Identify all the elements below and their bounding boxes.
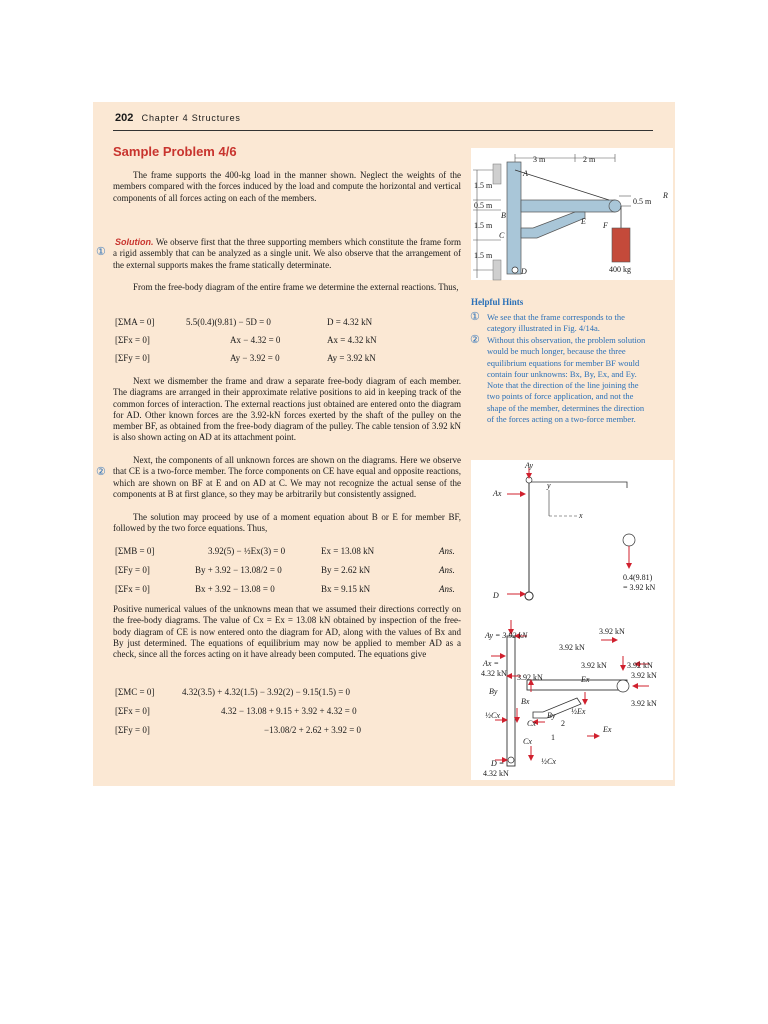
fbd-392-7: 3.92 kN: [517, 673, 543, 682]
eq3-eq-0: 4.32(3.5) + 4.32(1.5) − 3.92(2) − 9.15(1.5) = 0: [182, 687, 351, 697]
eq2-result-0: Ex = 13.08 kN: [321, 546, 375, 556]
fbd-D-val-1: D =: [491, 759, 505, 768]
dim-1-5m-b: 1.5 m: [474, 221, 493, 230]
eq2-ans-2: Ans.: [439, 584, 455, 594]
load-label: 400 kg: [609, 265, 631, 274]
fbd-Ax: Ax: [493, 489, 502, 498]
solution-paragraph-3: Next we dismember the frame and draw a separate free-body diagram of each member. The diagrams are arranged in their approximate relative positions to aid in keeping track of the common forces of interaction. The external reactions just obtained are entered onto the diagram for AD. Other known forces are the 3.92-kN forces exerted by the shaft of the pulley on the member BF, as obtained from the free-body diagram of the pulley. The cable tension of 3.92 kN is also shown acting on AD at its attachment point.: [113, 376, 461, 443]
dim-1-5m-a: 1.5 m: [474, 181, 493, 190]
hint-marker-1: ①: [96, 246, 106, 258]
solution-label: Solution.: [115, 237, 154, 247]
fbd-Ay: Ay: [525, 461, 533, 470]
frame-figure: [471, 148, 673, 280]
fbd-Ax-val-2: 4.32 kN: [481, 669, 507, 678]
solution-paragraph-6: Positive numerical values of the unknowns mean that we assumed their directions correctly on the free-body diagrams. The value of Cx = Ex = 13.08 kN obtained by inspection of the free-body diagram of CE is now entered onto the diagram for AD, along with the values of Bx and By just determined. The equations of equilibrium may now be applied to member AD as a check, since all the forces acting on it have already been computed. The equations give: [113, 604, 461, 660]
textbook-page: [93, 102, 675, 786]
point-B: B: [501, 211, 506, 220]
solution-paragraph-4: Next, the components of all unknown forces are shown on the diagrams. Here we observe that CE is a two-force member. The force components on CE have equal and opposite reactions, which are shown on BF at E and on AD at C. We may not recognize the actual sense of the components at B at first glance, so they may be arbitrarily but consistently assigned.: [113, 455, 461, 499]
fbd-392-4: 3.92 kN: [627, 661, 653, 670]
solution-paragraph-2: From the free-body diagram of the entire frame we determine the external reactions. Thus,: [133, 282, 459, 292]
fbd-Bx-1: Bx: [521, 697, 530, 706]
fbd-Ay-val: Ay = 3.92 kN: [485, 631, 528, 640]
point-R: R: [663, 191, 668, 200]
fbd-Ax-val-1: Ax =: [483, 659, 499, 668]
eq1-label-1: [ΣFx = 0]: [115, 335, 150, 345]
fbd-D-val-2: 4.32 kN: [483, 769, 509, 778]
fbd-weight-2: = 3.92 kN: [623, 583, 656, 592]
fbd-half-Cx-2: ½Cx: [541, 757, 556, 766]
hint-2-marker: ②: [470, 334, 480, 346]
problem-statement: The frame supports the 400-kg load in the manner shown. Neglect the weights of the members compared with the forces induced by the load and compute the horizontal and vertical components of all forces acting on each of the members.: [113, 170, 461, 203]
eq2-eq-1: By + 3.92 − 13.08/2 = 0: [195, 565, 282, 575]
hint-2-text: Without this observation, the problem solution would be much longer, because the three equilibrium equations for member BF would contain four unknowns: Bx, By, Ex, and Ey. Note that the direction of the line joining the two points of force application, and not the shape of the member, determines the direction of the forces acting on a two-force member.: [487, 335, 646, 425]
eq2-label-2: [ΣFx = 0]: [115, 584, 150, 594]
header-rule: [113, 130, 653, 131]
fbd-By-2: By: [547, 711, 556, 720]
point-D: D: [521, 267, 527, 276]
hint-marker-2: ②: [96, 466, 106, 478]
point-E: E: [581, 217, 586, 226]
eq3-label-2: [ΣFy = 0]: [115, 725, 150, 735]
fbd-Ex-2: Ex: [603, 725, 612, 734]
fbd-392-3: 3.92 kN: [581, 661, 607, 670]
eq3-label-1: [ΣFx = 0]: [115, 706, 150, 716]
fbd-Cx-2: Cx: [523, 737, 532, 746]
eq1-result-0: D = 4.32 kN: [327, 317, 373, 327]
eq2-ans-1: Ans.: [439, 565, 455, 575]
eq2-eq-2: Bx + 3.92 − 13.08 = 0: [195, 584, 275, 594]
hint-1-text: We see that the frame corresponds to the category illustrated in Fig. 4/14a.: [487, 312, 625, 334]
fbd-weight-1: 0.4(9.81): [623, 573, 653, 582]
fbd-n1: 1: [551, 733, 555, 742]
eq1-result-1: Ax = 4.32 kN: [327, 335, 377, 345]
free-body-diagrams: [471, 460, 673, 780]
eq2-label-0: [ΣMB = 0]: [115, 546, 155, 556]
eq1-label-0: [ΣMA = 0]: [115, 317, 155, 327]
fbd-392-1: 3.92 kN: [599, 627, 625, 636]
fbd-n2: 2: [561, 719, 565, 728]
fbd-392-2: 3.92 kN: [559, 643, 585, 652]
eq1-eq-2: Ay − 3.92 = 0: [230, 353, 280, 363]
fbd-half-Cx-1: ½Cx: [485, 711, 500, 720]
fbd-D: D: [493, 591, 499, 600]
dim-right-0-5m: 0.5 m: [633, 197, 652, 206]
chapter-title: Chapter 4 Structures: [141, 113, 241, 123]
fbd-Cx-1: Cx: [527, 719, 536, 728]
frame-diagram: [471, 148, 673, 280]
point-F: F: [603, 221, 608, 230]
eq1-eq-1: Ax − 4.32 = 0: [230, 335, 281, 345]
problem-title: Sample Problem 4/6: [113, 144, 237, 159]
eq1-eq-0: 5.5(0.4)(9.81) − 5D = 0: [186, 317, 271, 327]
fbd-y: y: [547, 481, 551, 490]
dim-0-5m: 0.5 m: [474, 201, 493, 210]
fbd-Ex-1: Ex: [581, 675, 590, 684]
eq2-result-2: Bx = 9.15 kN: [321, 584, 371, 594]
solution-text-1: We observe first that the three supporting members which constitute the frame form a rigid assembly that can be analyzed as a single unit. We also observe that the arrangement of the external supports makes the frame statically determinate.: [113, 237, 461, 270]
eq2-label-1: [ΣFy = 0]: [115, 565, 150, 575]
fbd-diagram: [471, 460, 673, 780]
dim-2m: 2 m: [583, 155, 596, 164]
eq1-label-2: [ΣFy = 0]: [115, 353, 150, 363]
fbd-392-5: 3.92 kN: [631, 671, 657, 680]
hints-heading: Helpful Hints: [471, 297, 524, 307]
eq3-eq-1: 4.32 − 13.08 + 9.15 + 3.92 + 4.32 = 0: [221, 706, 357, 716]
eq1-result-2: Ay = 3.92 kN: [327, 353, 376, 363]
dim-1-5m-c: 1.5 m: [474, 251, 493, 260]
eq2-ans-0: Ans.: [439, 546, 455, 556]
solution-paragraph-1: [113, 237, 461, 271]
page-number: 202: [115, 112, 134, 124]
running-header: [115, 112, 241, 124]
dim-3m: 3 m: [533, 155, 546, 164]
solution-paragraph-5: The solution may proceed by use of a moment equation about B or E for member BF, followed by the two force equations. Thus,: [113, 512, 461, 534]
point-A: A: [523, 169, 528, 178]
fbd-392-6: 3.92 kN: [631, 699, 657, 708]
fbd-half-Ex: ½Ex: [571, 707, 586, 716]
eq3-label-0: [ΣMC = 0]: [115, 687, 155, 697]
fbd-x: x: [579, 511, 583, 520]
fbd-By-1: By: [489, 687, 498, 696]
eq2-result-1: By = 2.62 kN: [321, 565, 371, 575]
point-C: C: [499, 231, 505, 240]
hint-1-marker: ①: [470, 311, 480, 323]
eq3-eq-2: −13.08/2 + 2.62 + 3.92 = 0: [264, 725, 362, 735]
eq2-eq-0: 3.92(5) − ½Ex(3) = 0: [208, 546, 286, 556]
